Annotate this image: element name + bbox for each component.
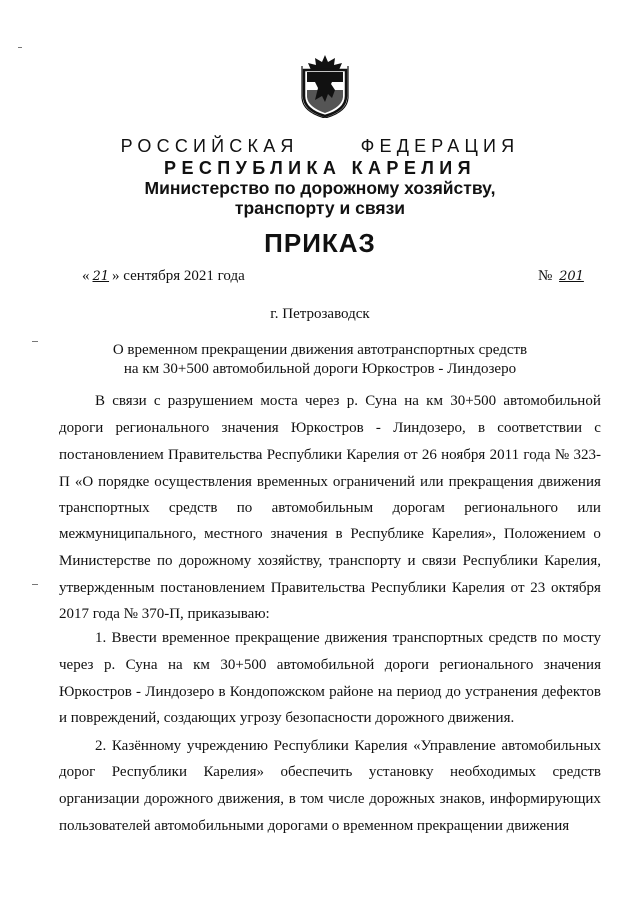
body-line: Министерстве по дорожному хозяйству, транспорту и связи Республики Карелия, [59, 553, 601, 569]
body-line: 2017 года № 370-П, приказываю: [59, 606, 270, 622]
margin-mark [18, 47, 22, 48]
body-line: В связи с разрушением моста через р. Суна на км 30+500 автомобильной [95, 393, 601, 409]
header-ministry-line2: транспорту и связи [234, 198, 406, 218]
date-day-handwritten: 21 [92, 269, 110, 284]
body-line: транспортных средств по автомобильным дорогам регионального или [59, 500, 601, 516]
header-country-left: РОССИЙСКАЯ [120, 136, 299, 156]
body-line: 1. Ввести временное прекращение движения транспортных средств по мосту [95, 630, 601, 646]
body-line: и повреждений, создающих угрозу безопасности дорожного движения. [59, 710, 515, 726]
subject-line: на км 30+500 автомобильной дороги Юркостров - Линдозеро [123, 361, 517, 377]
document-type: ПРИКАЗ [264, 228, 376, 258]
date-open-quote: « [82, 268, 90, 284]
body-line: пользователей автомобильными дорогами о временном прекращении движения [59, 818, 570, 834]
body-line: дорог Республики Карелия» обеспечить установку необходимых средств [59, 764, 601, 780]
date-rest: » сентября 2021 года [112, 268, 245, 284]
body-line: Юркостров - Линдозеро в Кондопожском районе на период до устранения дефектов [59, 684, 601, 700]
margin-mark [32, 584, 38, 585]
body-line: 2. Казённому учреждению Республики Карелия «Управление автомобильных [95, 738, 601, 754]
header-ministry-line1: Министерство по дорожному хозяйству, [144, 178, 496, 198]
city: г. Петрозаводск [270, 306, 370, 322]
body-line: П «О порядке осуществления временных ограничений или прекращения движения [59, 474, 601, 490]
order-number [538, 268, 587, 285]
subject-line: О временном прекращении движения автотранспортных средств [112, 342, 528, 358]
header-republic: РЕСПУБЛИКА КАРЕЛИЯ [164, 158, 476, 178]
order-date [82, 268, 245, 285]
body-line: утвержденным постановлением Правительства Республики Карелия от 23 октября [59, 580, 601, 596]
body-line: дороги регионального значения Юркостров - Линдозеро, в соответствии с [59, 420, 601, 436]
body-line: постановлением Правительства Республики Карелия от 26 ноября 2011 года № 323- [59, 447, 601, 463]
header-country [0, 136, 640, 157]
body-line: через р. Суна на км 30+500 автомобильной дороги регионального значения [59, 657, 601, 673]
header-country-right: ФЕДЕРАЦИЯ [360, 136, 520, 156]
order-subject [0, 341, 640, 379]
number-label: № [538, 268, 553, 284]
body-line: межмуниципального, местного значения в Республике Карелия», Положением о [59, 526, 601, 542]
body-line: организации дорожного движения, в том числе дорожных знаков, информирующих [59, 791, 601, 807]
number-value-handwritten: 201 [559, 269, 584, 284]
coat-of-arms-icon [298, 52, 352, 118]
